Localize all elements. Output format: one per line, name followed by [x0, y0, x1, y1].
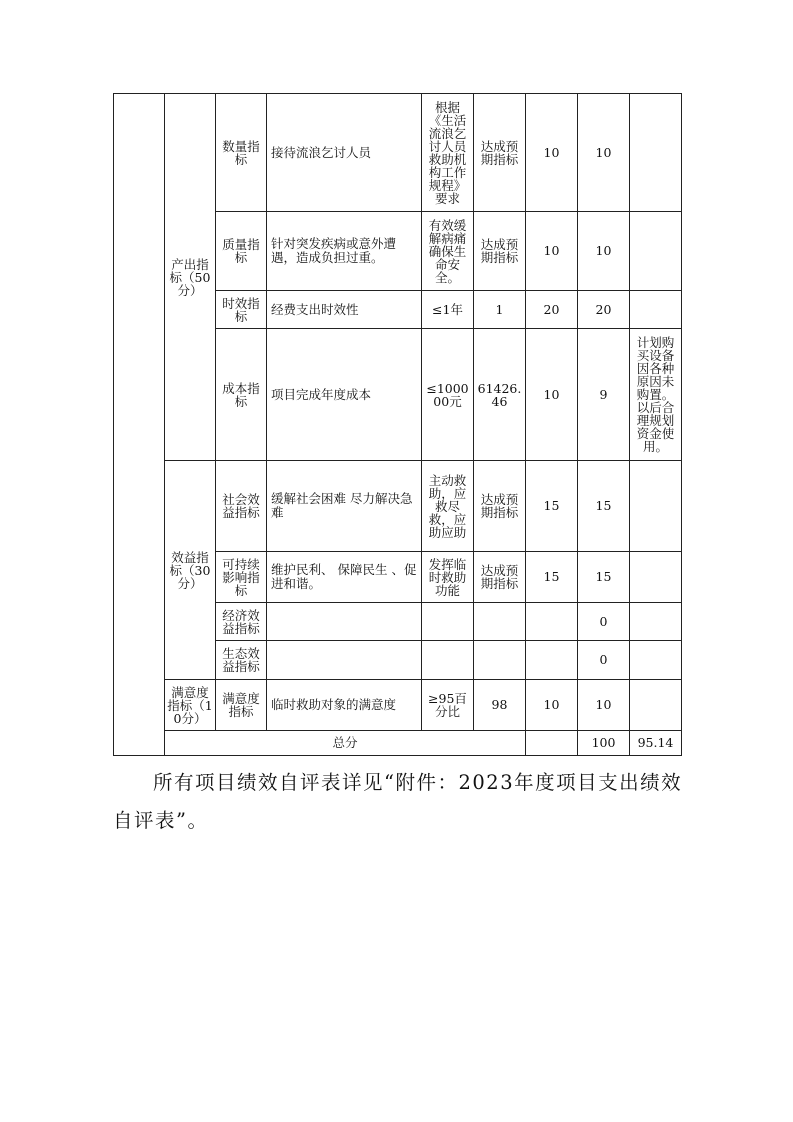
total-score: 95.14	[630, 731, 682, 756]
weight-cell: 20	[526, 291, 578, 329]
score-cell: 20	[578, 291, 630, 329]
score-cell: 10	[578, 680, 630, 731]
actual-cell	[474, 641, 526, 680]
note-cell	[630, 552, 682, 603]
score-cell: 15	[578, 552, 630, 603]
indicator-cell: 时效指标	[216, 291, 267, 329]
note-cell	[630, 641, 682, 680]
target-cell: 有效缓解病痛确保生命安全。	[422, 212, 474, 291]
indicator-cell: 可持续影响指标	[216, 552, 267, 603]
content-cell	[267, 641, 422, 680]
indicator-cell: 经济效益指标	[216, 603, 267, 641]
content-cell: 临时救助对象的满意度	[267, 680, 422, 731]
note-cell	[630, 291, 682, 329]
content-cell: 缓解社会困难 尽力解决急难	[267, 461, 422, 552]
weight-cell	[526, 641, 578, 680]
target-cell	[422, 603, 474, 641]
indicator-cell: 生态效益指标	[216, 641, 267, 680]
actual-cell	[474, 603, 526, 641]
target-cell: 发挥临时救助功能	[422, 552, 474, 603]
actual-cell: 达成预期指标	[474, 552, 526, 603]
weight-cell: 15	[526, 461, 578, 552]
note-cell	[630, 461, 682, 552]
note-cell	[630, 680, 682, 731]
indicator-cell: 质量指标	[216, 212, 267, 291]
note-cell	[630, 603, 682, 641]
indicator-cell: 数量指标	[216, 94, 267, 212]
weight-cell: 10	[526, 212, 578, 291]
total-weight: 100	[578, 731, 630, 756]
total-label: 总分	[165, 731, 526, 756]
actual-cell: 1	[474, 291, 526, 329]
target-cell: ≤1年	[422, 291, 474, 329]
score-cell: 0	[578, 641, 630, 680]
weight-cell: 10	[526, 680, 578, 731]
content-cell: 针对突发疾病或意外遭遇，造成负担过重。	[267, 212, 422, 291]
actual-cell: 61426.46	[474, 329, 526, 461]
table-row	[114, 94, 682, 212]
benefit-group-cell: 效益指标（30分）	[165, 461, 216, 680]
content-cell: 项目完成年度成本	[267, 329, 422, 461]
actual-cell: 达成预期指标	[474, 94, 526, 212]
first-level-cell	[114, 94, 165, 756]
score-cell: 0	[578, 603, 630, 641]
weight-cell: 10	[526, 329, 578, 461]
content-cell: 经费支出时效性	[267, 291, 422, 329]
target-cell: 根据《生活流浪乞讨人员救助机构工作规程》要求	[422, 94, 474, 212]
target-cell: ≥95百分比	[422, 680, 474, 731]
content-cell: 维护民利、 保障民生 、促进和谐。	[267, 552, 422, 603]
note-cell: 计划购买设备因各种原因未购置。以后合理规划资金使用。	[630, 329, 682, 461]
satisfaction-group-cell: 满意度指标（10分）	[165, 680, 216, 731]
content-cell	[267, 603, 422, 641]
score-cell: 10	[578, 94, 630, 212]
total-row	[114, 731, 682, 756]
target-cell: ≤100000元	[422, 329, 474, 461]
actual-cell: 98	[474, 680, 526, 731]
output-group-cell: 产出指标（50分）	[165, 94, 216, 461]
score-cell: 9	[578, 329, 630, 461]
score-cell: 10	[578, 212, 630, 291]
indicator-cell: 社会效益指标	[216, 461, 267, 552]
note-cell	[630, 94, 682, 212]
performance-table	[113, 93, 682, 756]
weight-cell	[526, 603, 578, 641]
note-cell	[630, 212, 682, 291]
total-blank-cell	[526, 731, 578, 756]
paragraph-text: 所有项目绩效自评表详见“附件：2023年度项目支出绩效自评表”。	[113, 771, 683, 832]
indicator-cell: 满意度指标	[216, 680, 267, 731]
target-cell: 主动救助，应救尽救，应助应助	[422, 461, 474, 552]
actual-cell: 达成预期指标	[474, 212, 526, 291]
indicator-cell: 成本指标	[216, 329, 267, 461]
table-row	[114, 461, 682, 552]
body-paragraph	[113, 764, 683, 840]
table-row	[114, 680, 682, 731]
target-cell	[422, 641, 474, 680]
weight-cell: 10	[526, 94, 578, 212]
actual-cell: 达成预期指标	[474, 461, 526, 552]
score-cell: 15	[578, 461, 630, 552]
weight-cell: 15	[526, 552, 578, 603]
content-cell: 接待流浪乞讨人员	[267, 94, 422, 212]
